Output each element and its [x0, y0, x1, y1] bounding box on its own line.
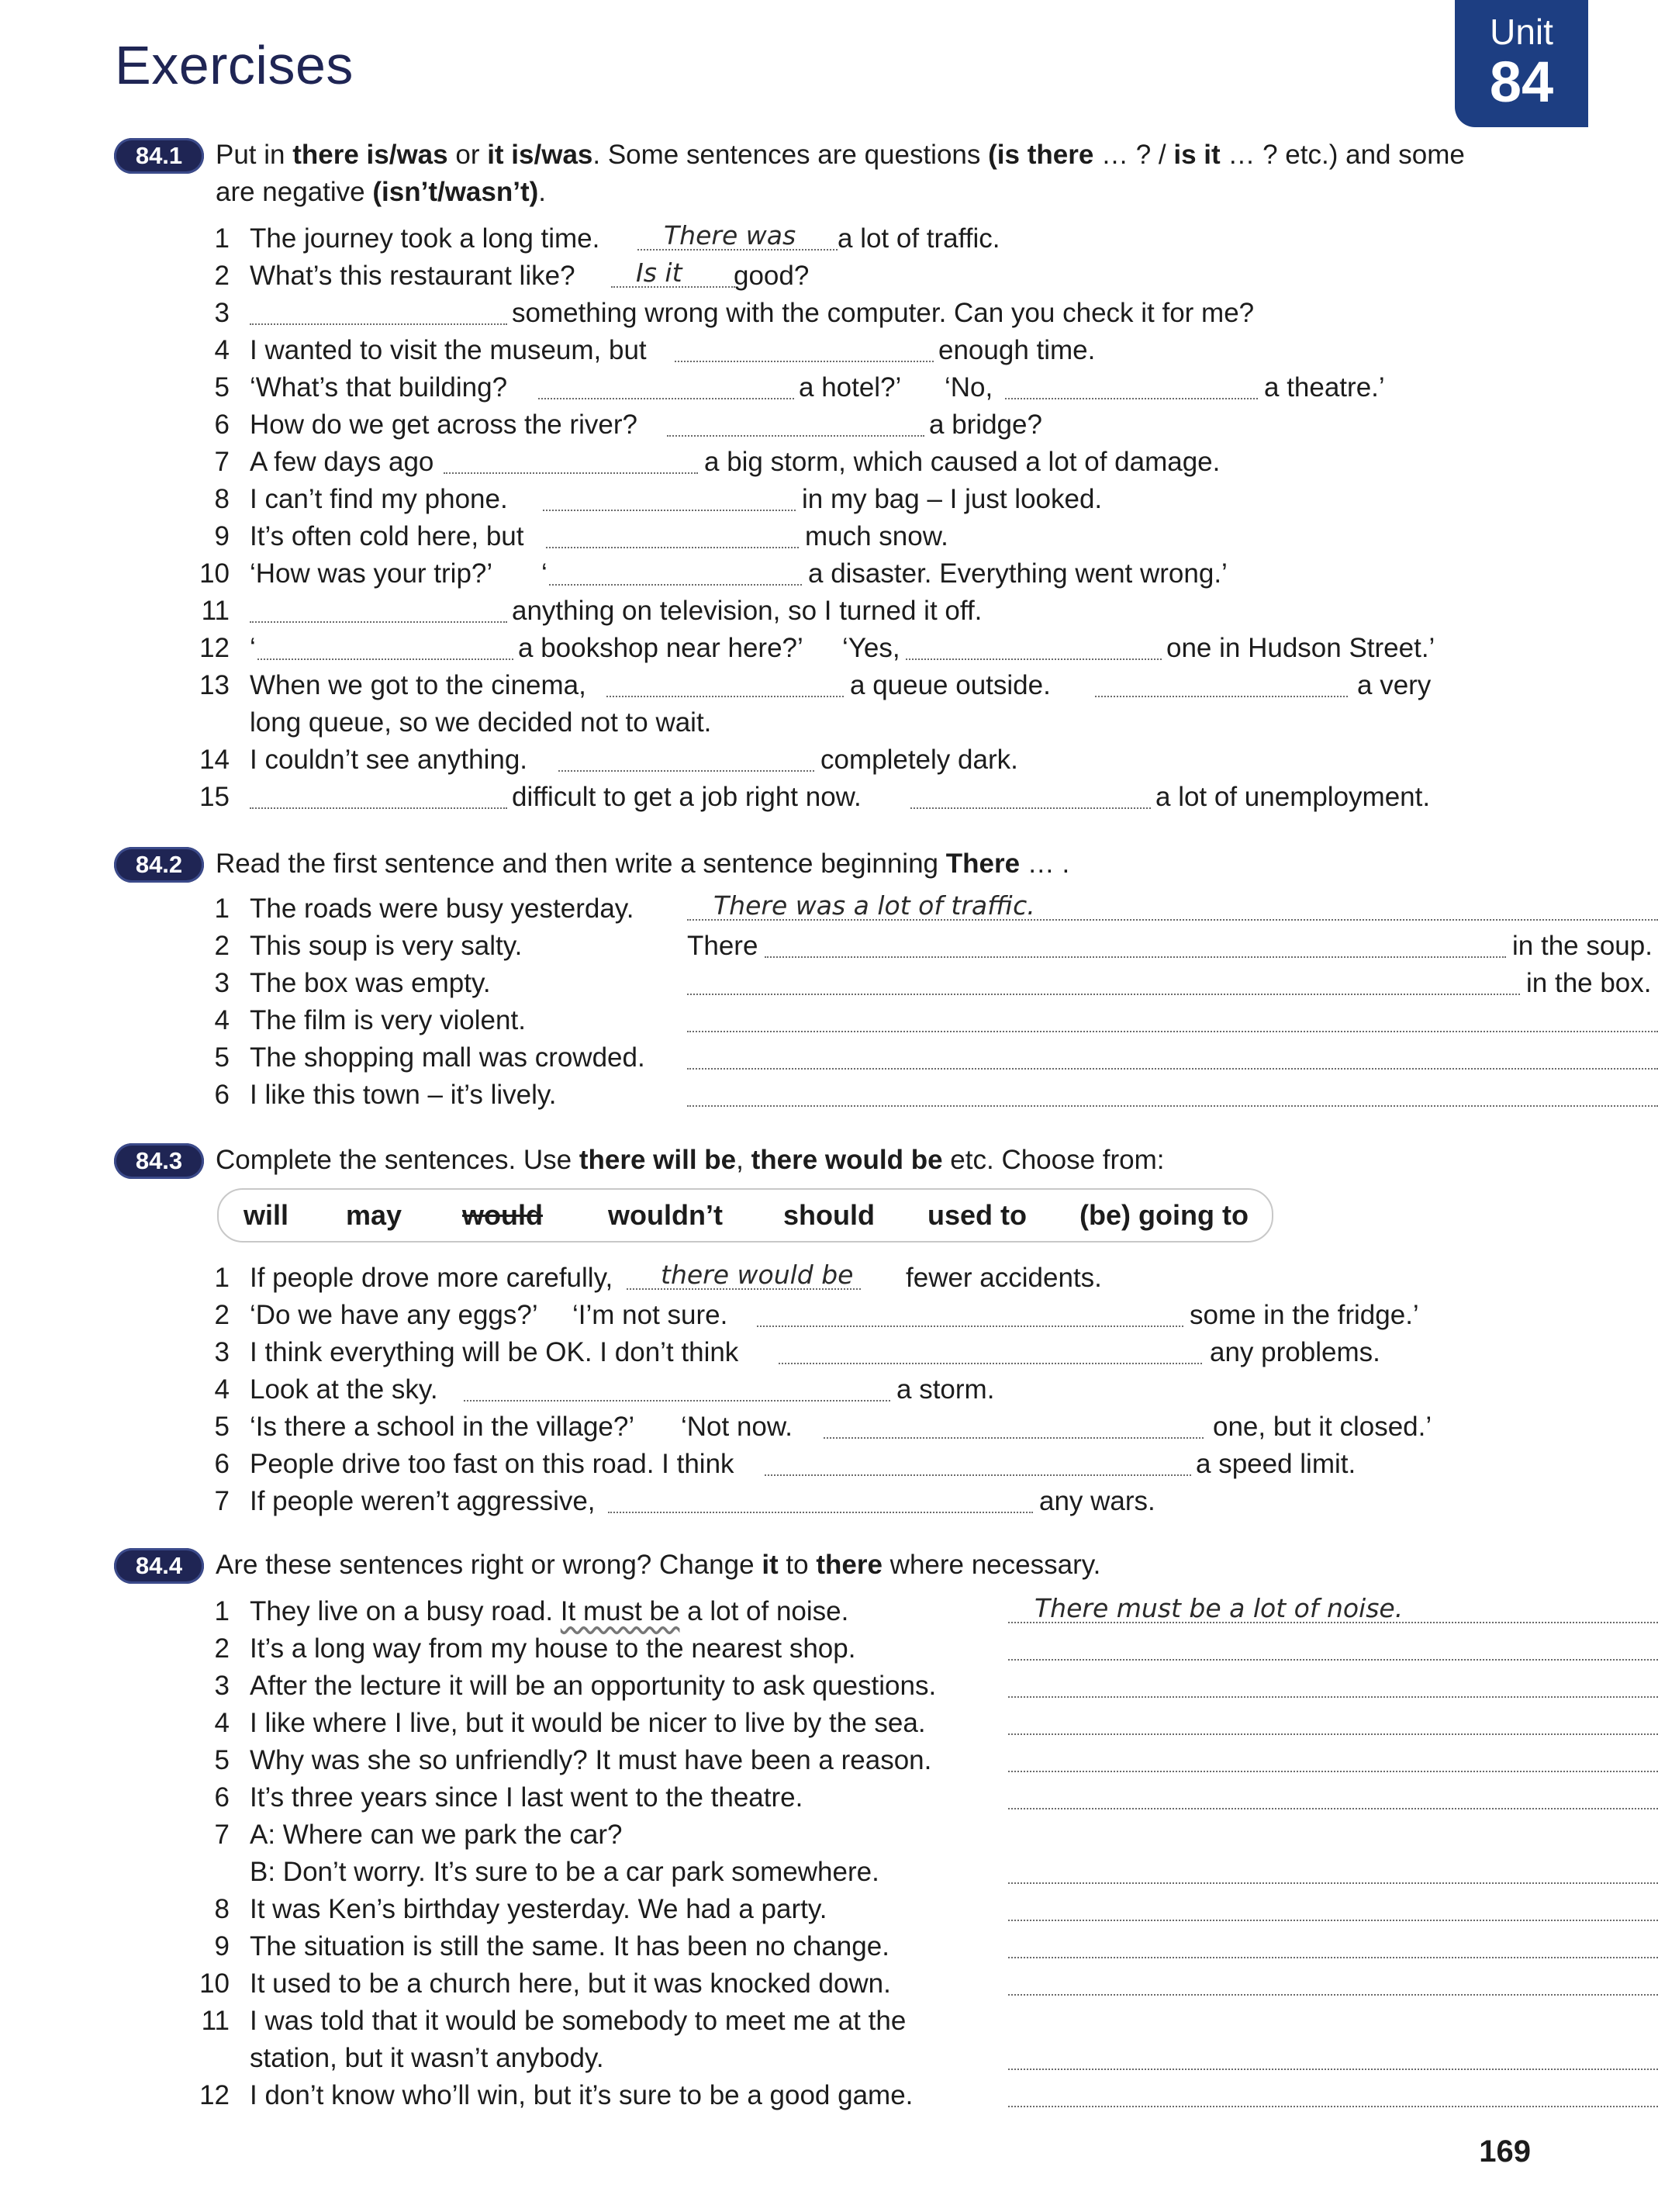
answer-blank[interactable] [1008, 1955, 1658, 1958]
handwritten-answer: There was a lot of traffic. [713, 890, 1035, 921]
answer-blank[interactable] [1008, 1806, 1658, 1809]
answer-blank[interactable] [1008, 1732, 1658, 1735]
word-choice: should [783, 1199, 875, 1231]
unit-number: 84 [1489, 50, 1554, 114]
answer-blank[interactable] [1095, 694, 1348, 697]
answer-blank[interactable] [257, 657, 513, 660]
answer-blank[interactable] [667, 434, 924, 437]
handwritten-answer: there would be [661, 1260, 854, 1290]
answer-blank[interactable] [1008, 1881, 1658, 1884]
answer-blank[interactable] [906, 657, 1162, 660]
answer-blank[interactable] [757, 1324, 1183, 1327]
answer-blank[interactable] [687, 1029, 1658, 1032]
exercise-84-2-header [115, 845, 1466, 883]
exercise-instruction: Are these sentences right or wrong? Change it to there where necessary. [216, 1550, 1101, 1580]
answer-blank[interactable] [1008, 1918, 1658, 1921]
exercise-badge: 84.3 [114, 1143, 204, 1179]
answer-blank[interactable] [779, 1361, 1202, 1364]
answer-blank[interactable] [1005, 396, 1258, 399]
answer-blank[interactable] [1008, 2104, 1658, 2107]
answer-blank[interactable] [1008, 1695, 1658, 1698]
answer-blank[interactable] [606, 694, 844, 697]
answer-blank[interactable] [608, 1510, 1033, 1513]
page-title: Exercises [115, 35, 354, 95]
exercise-84-3-header [115, 1142, 1466, 1179]
underlined-error: It must be [560, 1596, 680, 1626]
exercise-instruction: Put in there is/was or it is/was. Some sentences are questions (is there … ? / is it … ? etc.) and some are negative (isn’t/wasn’t). [216, 140, 1465, 207]
answer-blank[interactable] [444, 471, 698, 474]
answer-blank[interactable] [250, 620, 507, 623]
handwritten-answer: Is it [636, 257, 682, 288]
answer-blank[interactable] [543, 508, 796, 511]
word-choice: used to [927, 1199, 1028, 1231]
handwritten-answer: There was [664, 220, 796, 251]
word-choice: wouldn’t [608, 1199, 723, 1231]
exercise-84-1-header [115, 137, 1466, 211]
answer-blank[interactable] [675, 359, 934, 362]
answer-blank[interactable] [546, 545, 799, 548]
word-choice-used: would [462, 1199, 543, 1231]
answer-blank[interactable] [1008, 1769, 1658, 1772]
answer-blank[interactable] [687, 992, 1520, 995]
answer-blank[interactable] [250, 322, 507, 325]
word-choice-box [217, 1188, 1273, 1243]
exercise-instruction: Read the first sentence and then write a sentence beginning There … . [216, 849, 1070, 879]
word-choice: (be) going to [1079, 1199, 1249, 1231]
answer-blank[interactable] [538, 396, 794, 399]
word-choice: will [244, 1199, 289, 1231]
answer-blank[interactable] [687, 1104, 1658, 1107]
page-number: 169 [1479, 2134, 1531, 2169]
exercise-badge: 84.2 [114, 847, 204, 883]
exercise-instruction: Complete the sentences. Use there will be, there would be etc. Choose from: [216, 1145, 1165, 1175]
exercise-84-4-header [115, 1547, 1466, 1584]
exercise-badge: 84.1 [114, 138, 204, 174]
exercise-badge: 84.4 [114, 1548, 204, 1584]
answer-blank[interactable] [910, 806, 1151, 809]
answer-blank[interactable] [765, 1473, 1191, 1476]
answer-blank[interactable] [558, 769, 814, 772]
unit-tab [1455, 0, 1588, 127]
answer-blank[interactable] [1008, 2067, 1658, 2070]
unit-label: Unit [1490, 12, 1553, 52]
answer-blank[interactable] [549, 582, 802, 586]
answer-blank[interactable] [765, 955, 1506, 958]
answer-blank[interactable] [250, 806, 507, 809]
word-choice: may [346, 1199, 402, 1231]
handwritten-answer: There must be a lot of noise. [1035, 1593, 1404, 1623]
answer-blank[interactable] [687, 1066, 1658, 1070]
answer-blank[interactable] [824, 1436, 1204, 1439]
answer-blank[interactable] [1008, 1657, 1658, 1661]
answer-blank[interactable] [464, 1398, 890, 1402]
answer-blank[interactable] [1008, 1993, 1658, 1996]
